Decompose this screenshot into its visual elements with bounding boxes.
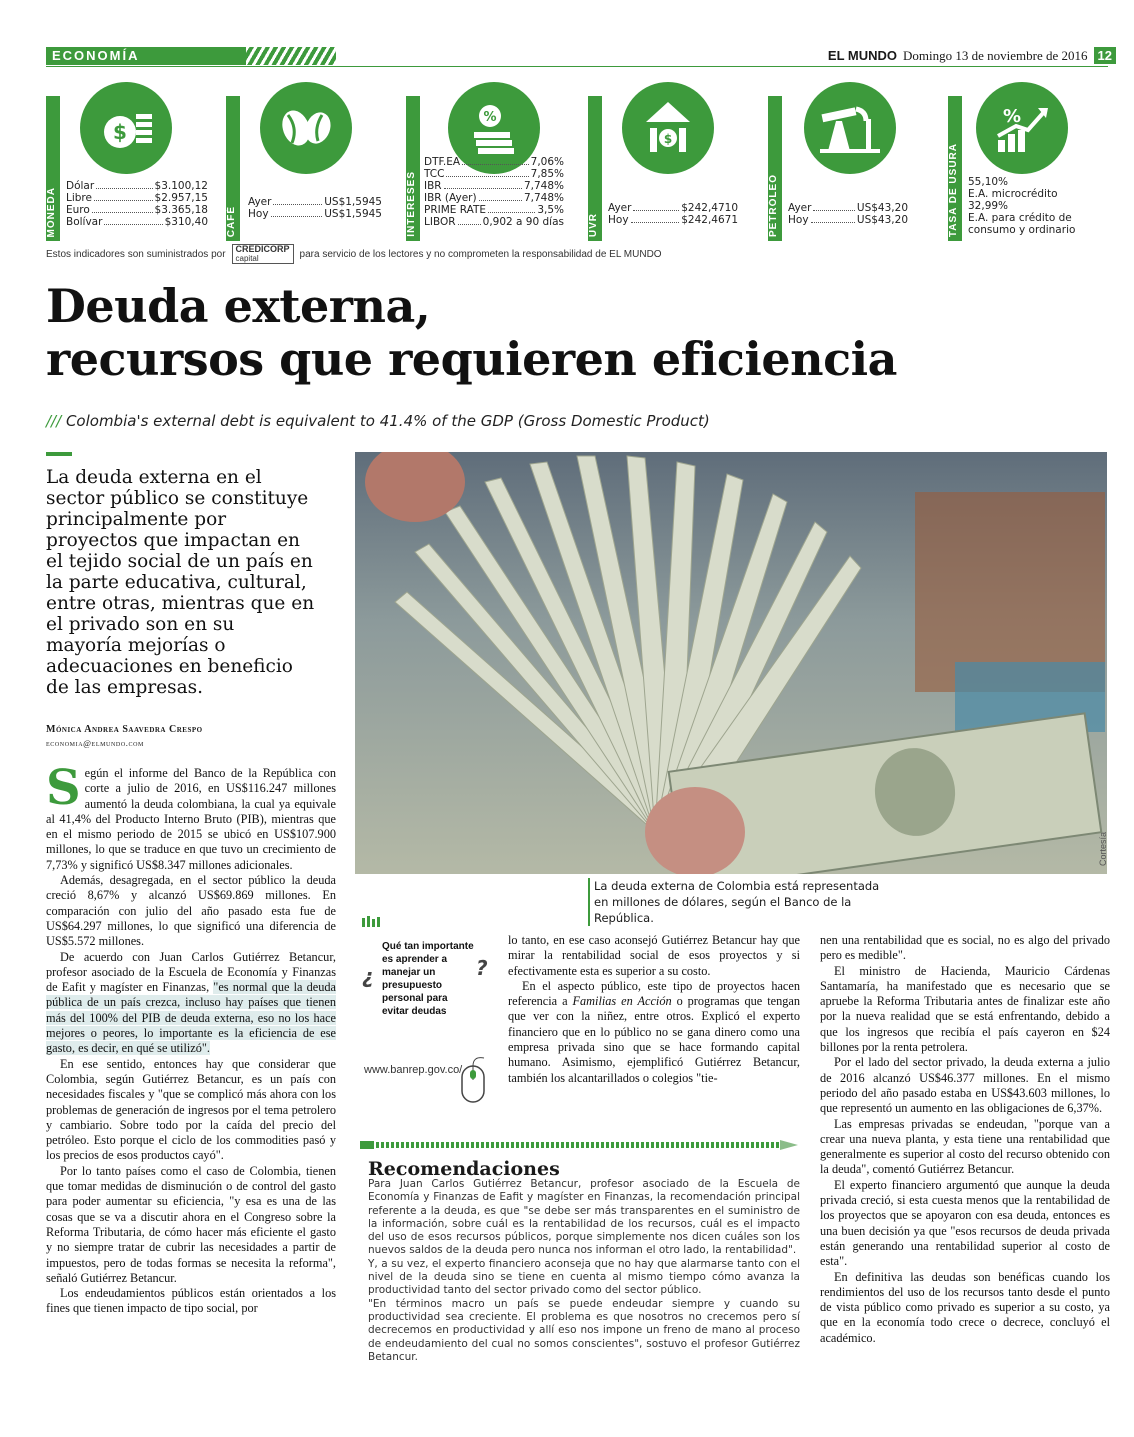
lead-paragraph: La deuda externa en el sector público se constituye principalmente por proyectos que impactan en el tejido social de un país en la parte educativa, cultural, entre otras, mientras que en el privado son en su mayoría mejorías o adecuaciones en beneficio de las empresas.	[46, 467, 315, 698]
rate-row: Hoy $242,4671	[608, 214, 738, 226]
lead-rule	[46, 452, 72, 456]
usura-line: E.A. para crédito de	[968, 212, 1072, 224]
indicator-intereses	[406, 96, 576, 241]
body-paragraph: Las empresas privadas se endeudan, "porque van a crear una nueva planta, y esta tiene una rentabilidad que generalmente es superior al costo del recurso obtenido con la deuda", comentó Gutiérrez Betancur.	[820, 1116, 1110, 1177]
indicator-moneda	[46, 96, 216, 241]
page-number: 12	[1094, 47, 1116, 64]
indicator-label: PETRÓLEO	[768, 173, 779, 237]
dollar-coins-icon	[80, 82, 172, 174]
indicator-cafe	[226, 96, 396, 241]
oil-pump-icon	[804, 82, 896, 174]
body-paragraph: Para Juan Carlos Gutiérrez Betancur, profesor asociado de la Escuela de Economía y Finanzas de Eafit y magíster en Finanzas, la recomendación principal referente a la deuda, es que "se debe ser más transparentes en el suministro de la información, sobre cuál es la rentabilidad de los recursos, cuál es el impacto del uso de esos recursos públicos, porque simplemente nos dicen cuáles son los nuevos saldos de la deuda pero nunca nos informan el otro lado, la rentabilidad".	[368, 1178, 800, 1257]
rate-row: Euro $3.365,18	[66, 204, 208, 216]
growth-house-icon	[622, 82, 714, 174]
coffee-beans-icon	[260, 82, 352, 174]
body-paragraph: Según el informe del Banco de la República con corte a julio de 2016, en US$116.247 millones aumentó la deuda colombiana, la cual ya equivale al 41,4% del Producto Interno Bruto (PIB), mientras que en el mismo periodo de 2015 se ubicó en US$107.900 millones, lo que se traduce en que tuvo un crecimiento de 7,73% y significó US$8.347 millones adicionales.	[46, 760, 336, 872]
rate-row: TCC 7,85%	[424, 168, 564, 180]
body-paragraph: Los endeudamientos públicos están orientados a los fines que tienen impacto de tipo social, por	[46, 1286, 336, 1316]
svg-text:%: %	[483, 110, 497, 125]
rate-row: Ayer US$43,20	[788, 202, 908, 214]
section-label: ECONOMÍA	[52, 48, 140, 63]
rate-row: Dólar $3.100,12	[66, 180, 208, 192]
drop-cap: S	[46, 760, 81, 816]
header-rule	[46, 66, 1108, 67]
body-paragraph: Y, a su vez, el experto financiero aconseja que no hay que alarmarse tanto con el nivel de la deuda sino se tiene en cuenta al mismo tiempo cómo avanza la productividad tanto del sector privado como del sector público.	[368, 1257, 800, 1297]
indicator-label: TASA DE USURA	[948, 142, 959, 237]
usura-line: 55,10%	[968, 176, 1009, 188]
pencil-divider-icon	[360, 1138, 800, 1152]
rate-row: IBR (Ayer) 7,748%	[424, 192, 564, 204]
article-subtitle: /// Colombia's external debt is equivalent to 41.4% of the GDP (Gross Domestic Product)	[46, 412, 710, 430]
svg-text:%: %	[1002, 106, 1022, 127]
svg-text:$: $	[663, 132, 673, 146]
body-paragraph: El ministro de Hacienda, Mauricio Cárdenas Santamaría, ha manifestado que es necesario que se apruebe la Reforma Tributaria antes de finalizar este año por la nueva realidad que se está enfrentando, debido a que los ingresos que recibía el país cayeron en $24 billones por la renta petrolera.	[820, 963, 1110, 1055]
article-column-3	[820, 933, 1110, 1346]
photo-caption: La deuda externa de Colombia está representada en millones de dólares, según el Banco de la República.	[588, 878, 894, 926]
highlighted-quote: "es normal que la deuda pública de un país crezca, incluso hay países que tienen más del 100% del PIB de deuda externa, eso no los hace mejores o peores, lo importante es la eficiencia de ese gasto, es decir, en qué se utilizó".	[46, 980, 336, 1056]
rate-row: Bolívar $310,40	[66, 216, 208, 228]
percent-chart-icon	[976, 82, 1068, 174]
author-email: economia@elmundo.com	[46, 738, 144, 748]
indicator-label: CAFÉ	[226, 205, 237, 237]
issue-date: Domingo 13 de noviembre de 2016	[903, 47, 1088, 63]
body-paragraph: El experto financiero argumentó que aunque la deuda privada creció, si esta cuesta menos que la rentabilidad de los proyectos que se apoyaron con esa deuda, entonces es una buen decisión ya que "esos recursos de deuda privada están generando una rentabilidad superior al costo de esta".	[820, 1177, 1110, 1269]
body-paragraph: nen una rentabilidad que es social, no es algo del privado pero es medible".	[820, 933, 1110, 963]
article-title: Deuda externa, recursos que requieren eficiencia	[46, 279, 897, 386]
body-paragraph: "En términos macro un país se puede endeudar siempre y cuando su productividad sea creciente. El problema es que nosotros no crecemos pero sí decrecemos en productividad y allí eso nos impone un freno de mano al proceso de endeudamiento del cual no somos conscientes", sostuvo el profesor Gutiérrez Betancur.	[368, 1297, 800, 1363]
open-question-mark: ¿	[362, 964, 374, 988]
section-hatch	[246, 47, 336, 65]
body-paragraph: En definitiva las deudas son benéficas cuando los rendimientos del uso de los recursos tanto desde el punto de vista público como privado es superior a su costo, ya que en la economía todo crece o decrece, concluyó el académico.	[820, 1269, 1110, 1345]
rate-row: Libre $2.957,15	[66, 192, 208, 204]
question-text: Qué tan importante es aprender a manejar un presupuesto personal para evitar deudas	[382, 941, 474, 1017]
indicator-label: MONEDA	[46, 186, 57, 237]
indicator-usura	[948, 96, 1108, 241]
rate-row: LIBOR 0,902 a 90 días	[424, 216, 564, 228]
usura-line: consumo y ordinario	[968, 224, 1076, 236]
body-paragraph: Por el lado del sector privado, la deuda externa a julio de 2016 alcanzó US$46.377 millones. En el mismo periodo del año pasado estaba en US$43.603 millones, lo que representó un aumento en las obligaciones de 6,37%.	[820, 1055, 1110, 1116]
money-fan-photo	[355, 452, 1107, 874]
body-paragraph: Por lo tanto países como el caso de Colombia, tienen que tomar medidas de disminución o de control del gasto para poder aumentar su eficiencia, "y esa es una de las cosas que se va a discutir ahora en el Congreso sobre la Reforma Tributaria, de cómo hacer más eficiente el gasto y no siempre tratar de cubrir las necesidades a partir de impuestos, pero de todas formas se necesita la reforma", señaló Gutiérrez Betancur.	[46, 1163, 336, 1285]
rate-row: Ayer $242,4710	[608, 202, 738, 214]
masthead	[828, 47, 1116, 64]
body-paragraph: En el aspecto público, este tipo de proyectos hacen referencia a Familias en Acción o programas que tengan que ver con la niñez, entre otros. Explicó el experto financiero que en lo público no se gana dinero como una empresa privada sino que se hace formando capital humano. Asimismo, ejemplificó Gutiérrez Betancur, también los alcantarillados o colegios "tie-	[508, 978, 800, 1085]
bars-icon	[362, 916, 384, 928]
section-tag	[46, 47, 336, 65]
related-link-box	[362, 916, 492, 1121]
rate-row: IBR 7,748%	[424, 180, 564, 192]
indicator-petroleo	[768, 96, 928, 241]
mouse-icon	[458, 1056, 490, 1106]
related-url[interactable]: www.banrep.gov.co/	[364, 1064, 463, 1076]
body-paragraph: lo tanto, en ese caso aconsejó Gutiérrez Betancur hay que mirar la rentabilidad social de esos proyectos y si efectivamente esta es superior a su costo.	[508, 933, 800, 978]
body-paragraph: En ese sentido, entonces hay que considerar que Colombia, según Gutiérrez Betancur, es un país con necesidades fiscales y "que se complicó más ahora con los problemas de generación de ingresos por el tema petrolero y cambiario. Sobre todo por la caída del precio del petróleo. Esto porque el ciclo de los commodities pasó y los precios de esos productos cayó".	[46, 1056, 336, 1163]
body-paragraph: De acuerdo con Juan Carlos Gutiérrez Betancur, profesor asociado de la Escuela de Economía y Finanzas de Eafit y magíster en Finanzas, "es normal que la deuda pública de un país crezca, incluso hay países que tienen más del 100% del PIB de deuda externa, eso no los hace mejores o peores, lo importante es la eficiencia de ese gasto, es decir, en qué se utilizó".	[46, 949, 336, 1056]
provider-note: Estos indicadores son suministrados por CREDICORP capital para servicio de los lectores y no comprometen la responsabilidad de EL MUNDO	[46, 244, 662, 263]
recommendations-box	[368, 1178, 800, 1364]
close-question-mark: ?	[476, 956, 488, 980]
newspaper-name: EL MUNDO	[827, 48, 898, 63]
rate-row: DTF.EA 7,06%	[424, 156, 564, 168]
recommendations-title: Recomendaciones	[368, 1158, 560, 1180]
photo-credit: Cortesía	[1098, 832, 1108, 867]
usura-line: E.A. microcrédito	[968, 188, 1058, 200]
indicator-label: UVR	[588, 212, 599, 237]
rate-row: Hoy US$1,5945	[248, 208, 382, 220]
svg-text:$: $	[113, 120, 127, 144]
credicorp-logo: CREDICORP capital	[232, 244, 294, 264]
author-byline: Mónica Andrea Saavedra Crespo	[46, 724, 203, 735]
article-column-1	[46, 760, 336, 1317]
indicator-label: INTERESES	[406, 171, 417, 237]
indicator-uvr	[588, 96, 758, 241]
rate-row: PRIME RATE 3,5%	[424, 204, 564, 216]
body-paragraph: Además, desagregada, en el sector público la deuda creció 8,67% y alcanzó US$69.869 millones. En comparación con julio del año pasado esta fue de US$64.297 millones, lo que significó una diferencia de US$5.572 millones.	[46, 873, 336, 949]
usura-line: 32,99%	[968, 200, 1009, 212]
rate-row: Ayer US$1,5945	[248, 196, 382, 208]
article-column-2	[508, 933, 800, 1086]
rate-row: Hoy US$43,20	[788, 214, 908, 226]
